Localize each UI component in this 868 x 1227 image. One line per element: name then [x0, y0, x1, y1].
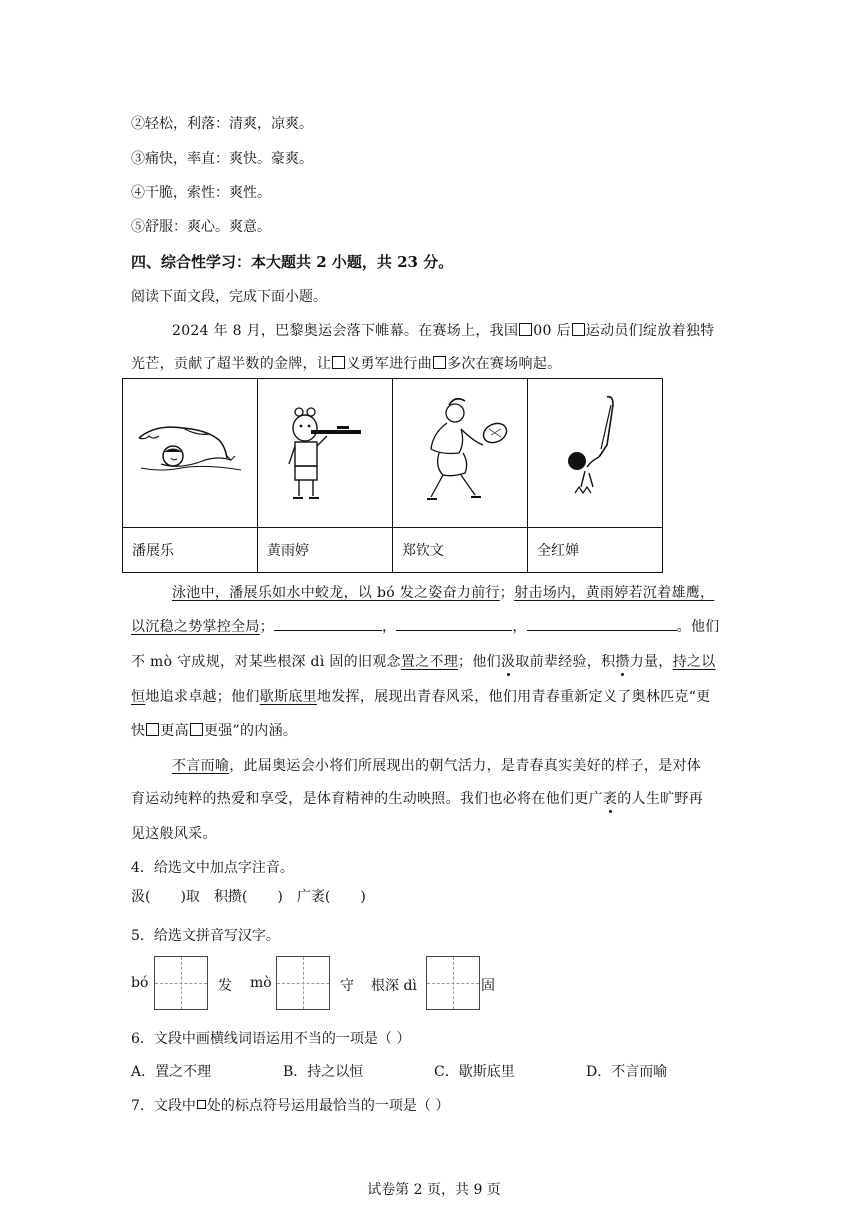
pinyin-suffix: 发 [218, 978, 232, 994]
tennis-player-image [393, 379, 528, 528]
blank-box [433, 356, 446, 369]
paragraph-2-line-2: 以沉稳之势掌控全局； ， ， 。他们 [131, 616, 720, 636]
pinyin-suffix: 守 [340, 978, 354, 994]
option-c[interactable]: C．歇斯底里 [434, 1064, 515, 1080]
answer-blank[interactable] [396, 616, 512, 631]
answer-blank[interactable] [274, 616, 382, 631]
swimmer-icon [135, 416, 245, 486]
pinyin-label: mò [250, 975, 272, 991]
shooter-icon [275, 396, 375, 506]
option-a[interactable]: A．置之不理 [131, 1064, 212, 1080]
pinyin-suffix: 固 [481, 978, 495, 994]
tennis-player-icon [405, 391, 515, 511]
paragraph-2-line-3: 不 mò 守成规，对某些根深 dì 固的旧观念置之不理；他们汲取前辈经验，积攒力量，持之以 [131, 651, 716, 671]
instruction: 阅读下面文段，完成下面小题。 [131, 289, 327, 305]
question-4-blanks: 汲( )取 积攒( ) 广袤( ) [131, 889, 366, 905]
writing-grid-box[interactable] [426, 956, 480, 1010]
option-b[interactable]: B．持之以恒 [283, 1064, 364, 1080]
diver-icon [555, 391, 635, 511]
blank-box [146, 723, 159, 736]
blank-box [572, 323, 585, 336]
athlete-name: 黄雨婷 [258, 528, 393, 573]
athlete-name: 全红婵 [528, 528, 663, 573]
answer-blank[interactable] [527, 616, 677, 631]
list-item: ⑤舒服：爽心。爽意。 [131, 219, 271, 235]
paragraph-3-line-3: 见这般风采。 [131, 826, 217, 842]
writing-grid-box[interactable] [276, 956, 330, 1010]
paragraph-2-line-4: 恒地追求卓越；他们歇斯底里地发挥，展现出青春风采，他们用青春重新定义了奥林匹克“更 [131, 689, 711, 705]
list-item: ④干脆，索性：爽性。 [131, 185, 271, 201]
section-title: 四、综合性学习：本大题共 2 小题，共 23 分。 [131, 253, 454, 271]
paragraph-2-line-5: 快 更高 更强”的内涵。 [131, 723, 298, 739]
pinyin-label: 根深 dì [371, 978, 417, 994]
question-6-title: 6．文段中画横线词语运用不当的一项是（ ） [131, 1031, 411, 1047]
athlete-name: 郑钦文 [393, 528, 528, 573]
swimmer-image [123, 379, 258, 528]
paragraph-1-line-1: 2024 年 8 月，巴黎奥运会落下帷幕。在赛场上，我国 00 后 运动员们绽放着独特 [172, 323, 715, 339]
blank-box [519, 323, 532, 336]
question-4-title: 4．给选文中加点字注音。 [131, 860, 294, 876]
page-footer: 试卷第 2 页，共 9 页 [367, 1182, 501, 1198]
paragraph-2-line-1: 泳池中，潘展乐如水中蛟龙，以 bó 发之姿奋力前行；射击场内，黄雨婷若沉着雄鹰， [172, 585, 715, 601]
blank-box [332, 356, 345, 369]
writing-grid-box[interactable] [154, 956, 208, 1010]
blank-box [190, 723, 203, 736]
pinyin-label: bó [131, 975, 149, 991]
shooter-image [258, 379, 393, 528]
paragraph-1-line-2: 光芒，贡献了超半数的金牌，让 义勇军进行曲 多次在赛场响起。 [131, 356, 562, 372]
list-item: ③痛快，率直：爽快。豪爽。 [131, 151, 313, 167]
blank-box [197, 1100, 206, 1109]
paragraph-3-line-2: 育运动纯粹的热爱和享受，是体育精神的生动映照。我们也必将在他们更广袤的人生旷野再 [131, 788, 703, 808]
paragraph-3-line-1: 不言而喻，此届奥运会小将们所展现出的朝气活力，是青春真实美好的样子，是对体 [172, 758, 702, 774]
list-item: ②轻松，利落：清爽，凉爽。 [131, 116, 313, 132]
option-d[interactable]: D．不言而喻 [586, 1064, 668, 1080]
athlete-table [122, 378, 663, 573]
athlete-name: 潘展乐 [123, 528, 258, 573]
question-7-title: 7．文段中 处的标点符号运用最恰当的一项是（ ） [131, 1098, 450, 1114]
diver-image [528, 379, 663, 528]
question-5-title: 5．给选文拼音写汉字。 [131, 928, 280, 944]
